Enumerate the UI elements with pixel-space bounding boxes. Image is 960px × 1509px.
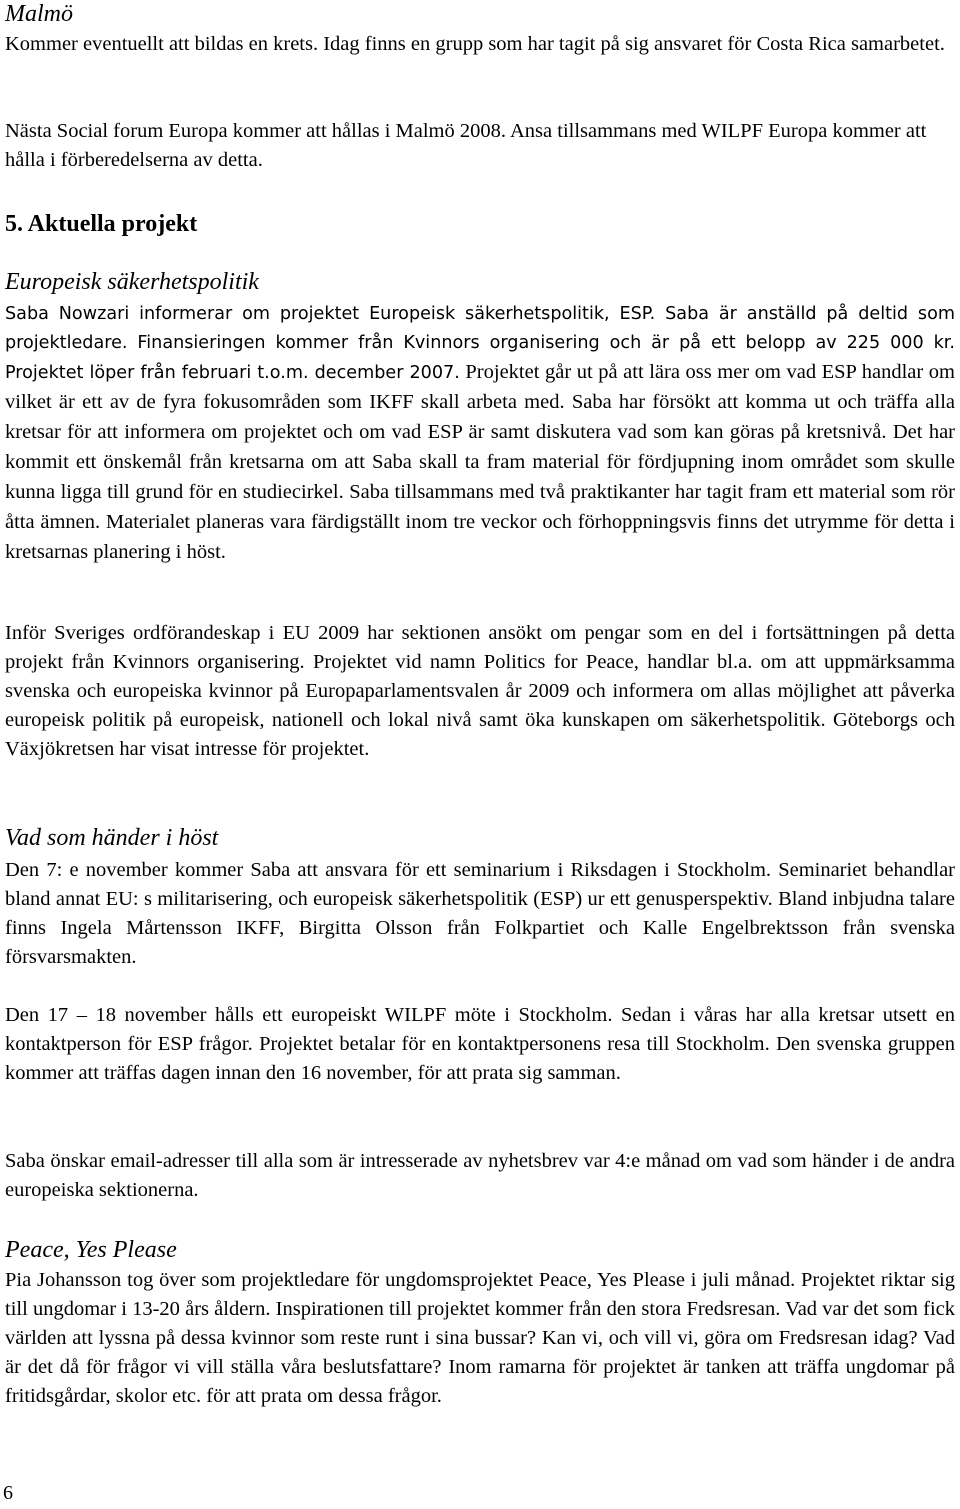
heading-europeisk-sakerhetspolitik: Europeisk säkerhetspolitik bbox=[5, 269, 259, 295]
heading-peace-yes-please: Peace, Yes Please bbox=[5, 1237, 177, 1263]
esp-paragraph-1 bbox=[5, 300, 955, 568]
heading-malmo: Malmö bbox=[5, 1, 73, 27]
host-paragraph-1: Den 7: e november kommer Saba att ansvara för ett seminarium i Riksdagen i Stockholm. Seminariet behandlar bland annat EU: s militarisering, och europeisk säkerhetspolitik (ESP) ur ett genusperspektiv. Bland inbjudna talare finns Ingela Mårtensson IKFF, Birgitta Olsson från Folkpartiet och Kalle Engelbrektsson från svenska försvarsmakten. bbox=[5, 859, 955, 968]
host-paragraph-2: Den 17 – 18 november hålls ett europeiskt WILPF möte i Stockholm. Sedan i våras har alla kretsar utsett en kontaktperson för ESP frågor. Projektet betalar för en kontaktpersonens resa till Stockholm. Den svenska gruppen kommer att träffas dagen innan den 16 november, för att prata sig samman. bbox=[5, 1004, 955, 1084]
peace-paragraph-1: Pia Johansson tog över som projektledare för ungdomsprojektet Peace, Yes Please i juli månad. Projektet riktar sig till ungdomar i 13-20 års åldern. Inspirationen till projektet kommer från den stora Fredsresan. Vad var det som fick världen att lyssna på dessa kvinnor som reste runt i sina bussar? Kan vi, och vill vi, göra om Fredsresan idag? Vad är det då för frågor vi vill ställa våra beslutsfattare? Inom ramarna för projektet är tanken att träffa ungdomar på fritidsgårdar, skolor etc. för att prata om dessa frågor. bbox=[5, 1269, 955, 1407]
esp-paragraph-2: Inför Sveriges ordförandeskap i EU 2009 har sektionen ansökt om pengar som en del i fortsättningen på detta projekt från Kvinnors organisering. Projektet vid namn Politics for Peace, handlar bl.a. om att uppmärksamma svenska och europeiska kvinnor på Europaparlamentsvalen år 2009 och informera om allas möjlighet att påverka europeisk politik på europeisk, nationell och lokal nivå samt öka kunskapen om säkerhetspolitik. Göteborgs och Växjökretsen har visat intresse för projektet. bbox=[5, 622, 955, 760]
malmo-paragraph-1: Kommer eventuellt att bildas en krets. Idag finns en grupp som har tagit på sig ansvaret för Costa Rica samarbetet. bbox=[5, 33, 945, 55]
esp-paragraph-1-serif: Projektet går ut på att lära oss mer om vad ESP handlar om vilket är ett av de fyra fokusområden som IKFF skall arbeta med. Saba har försökt att komma ut och träffa alla kretsar för att informera om projektet och om vad ESP är samt diskutera vad som kan göras på kretsnivå. Det har kommit ett önskemål från kretsarna om att Saba skall ta fram material för fördjupning inom området som skulle kunna ligga till grund för en studiecirkel. Saba tillsammans med två praktikanter har tagit fram ett material som rör åtta ämnen. Materialet planeras vara färdigställt inom tre veckor och förhoppningsvis finns det utrymme för detta i kretsarnas planering i höst. bbox=[5, 361, 955, 563]
esp-paragraph-1-sans: Saba Nowzari informerar om projektet Europeisk säkerhetspolitik, ESP. Saba är anställd på deltid som projektledare. Finansieringen kommer från Kvinnors organisering och är på ett belopp av 225 000 kr. Projektet löper från februari t.o.m. december 2007. bbox=[5, 304, 955, 383]
heading-aktuella-projekt: 5. Aktuella projekt bbox=[5, 211, 198, 237]
heading-vad-som-hander-i-host: Vad som händer i höst bbox=[5, 825, 219, 851]
malmo-paragraph-2: Nästa Social forum Europa kommer att hållas i Malmö 2008. Ansa tillsammans med WILPF Europa kommer att hålla i förberedelserna av detta. bbox=[5, 120, 927, 171]
page-number: 6 bbox=[3, 1482, 13, 1504]
host-paragraph-3: Saba önskar email-adresser till alla som är intresserade av nyhetsbrev var 4:e månad om vad som händer i de andra europeiska sektionerna. bbox=[5, 1150, 955, 1201]
